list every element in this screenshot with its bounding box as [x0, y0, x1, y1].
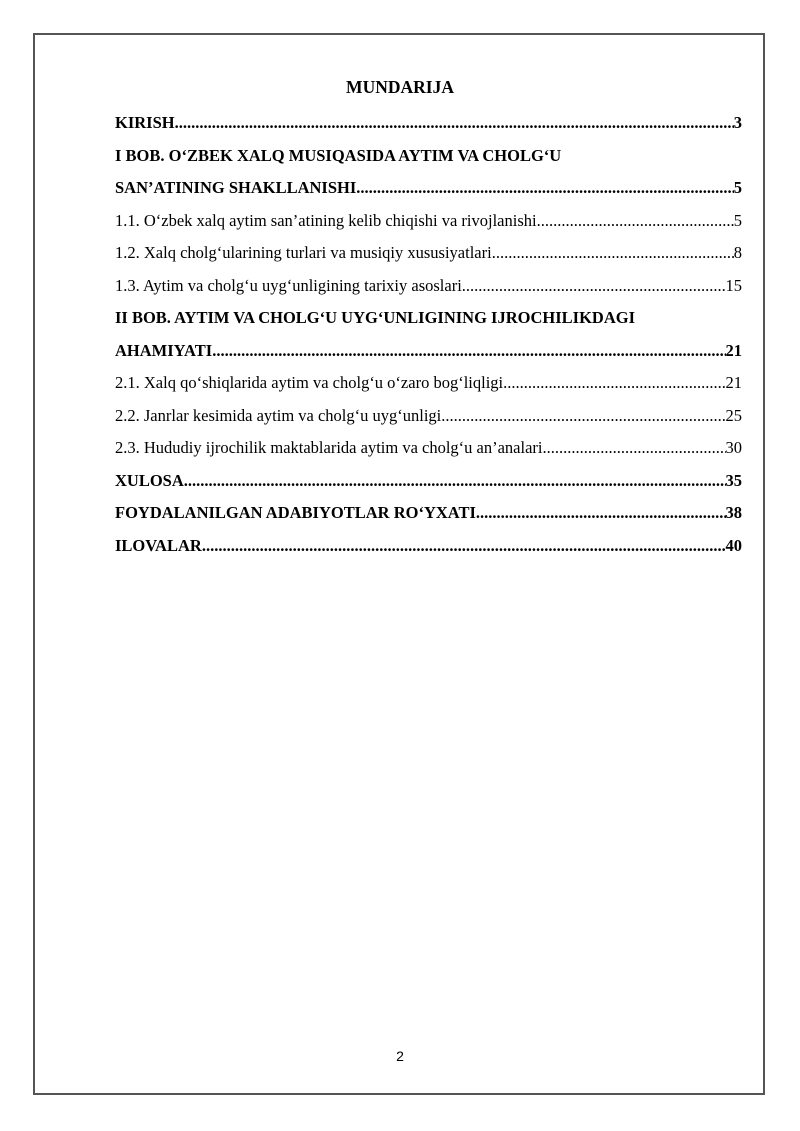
- toc-entry-page: 8: [733, 243, 742, 262]
- toc-entry-section-1-2[interactable]: [115, 237, 742, 270]
- toc-title: MUNDARIJA: [346, 77, 454, 97]
- toc-dot-leader: [441, 400, 725, 433]
- toc-entry-label: KIRISH: [115, 113, 175, 132]
- toc-entry-kirish[interactable]: [115, 107, 742, 140]
- toc-entry-page: 35: [725, 470, 742, 490]
- toc-entry-chapter-1-line1[interactable]: [115, 140, 742, 173]
- toc-dot-leader: [543, 432, 726, 465]
- toc-entry-adabiyotlar[interactable]: [115, 497, 742, 530]
- toc-entry-page: 40: [725, 535, 742, 555]
- toc-entry-page: 15: [725, 275, 742, 295]
- toc-dot-leader: [476, 497, 726, 530]
- toc-entry-chapter-2[interactable]: [115, 335, 742, 368]
- toc-entry-label: SAN’ATINING SHAKLLANISHI: [115, 178, 357, 197]
- toc-entry-xulosa[interactable]: [115, 465, 742, 498]
- toc-dot-leader: [175, 107, 734, 140]
- toc-entry-label: 1.2. Xalq cholg‘ularining turlari va musiqiy xususiyatlari: [115, 243, 492, 262]
- toc-entry-label: AHAMIYATI: [115, 340, 213, 360]
- toc-entry-label: 1.3. Aytim va cholg‘u uyg‘unligining tarixiy asoslari: [115, 275, 462, 295]
- toc-entry-section-2-3[interactable]: [115, 432, 742, 465]
- toc-dot-leader: [202, 530, 726, 563]
- toc-entry-section-1-1[interactable]: [115, 205, 742, 238]
- toc-entry-label: II BOB. AYTIM VA CHOLG‘U UYG‘UNLIGINING IJROCHILIKDAGI: [115, 308, 635, 327]
- page-number: 2: [396, 1048, 404, 1064]
- toc-entry-ilovalar[interactable]: [115, 530, 742, 563]
- toc-dot-leader: [212, 335, 725, 368]
- toc-entry-page: 38: [725, 503, 742, 522]
- toc-entry-page: 5: [733, 178, 742, 197]
- toc-entry-label: 2.2. Janrlar kesimida aytim va cholg‘u uyg‘unligi: [115, 405, 442, 425]
- toc-entry-section-2-1[interactable]: [115, 367, 742, 400]
- toc-dot-leader: [503, 367, 725, 400]
- toc-entry-label: 2.3. Hududiy ijrochilik maktablarida aytim va cholg‘u an’analari: [115, 438, 543, 457]
- toc-dot-leader: [462, 270, 726, 303]
- toc-entry-label: I BOB. O‘ZBEK XALQ MUSIQASIDA AYTIM VA CHOLG‘U: [115, 145, 562, 165]
- toc-entry-page: 21: [725, 340, 742, 360]
- toc-entry-label: 2.1. Xalq qo‘shiqlarida aytim va cholg‘u o‘zaro bog‘liqligi: [115, 373, 504, 392]
- toc-entry-page: 25: [725, 405, 742, 425]
- toc-entry-page: 21: [725, 373, 742, 392]
- toc-dot-leader: [537, 205, 734, 238]
- toc-entry-label: XULOSA: [115, 470, 184, 490]
- toc-entry-chapter-2-line1[interactable]: [115, 302, 742, 335]
- toc-entry-page: 5: [733, 210, 742, 230]
- toc-dot-leader: [184, 465, 726, 498]
- toc-entry-label: 1.1. O‘zbek xalq aytim san’atining kelib chiqishi va rivojlanishi: [115, 210, 537, 230]
- toc-entry-section-1-3[interactable]: [115, 270, 742, 303]
- toc-entry-page: 30: [725, 438, 742, 457]
- toc-entry-chapter-1[interactable]: [115, 172, 742, 205]
- toc-entry-page: 3: [733, 113, 742, 132]
- table-of-contents: [115, 107, 742, 562]
- toc-entry-label: FOYDALANILGAN ADABIYOTLAR RO‘YXATI: [115, 503, 476, 522]
- toc-dot-leader: [492, 237, 734, 270]
- toc-dot-leader: [356, 172, 733, 205]
- toc-entry-section-2-2[interactable]: [115, 400, 742, 433]
- toc-entry-label: ILOVALAR: [115, 535, 202, 555]
